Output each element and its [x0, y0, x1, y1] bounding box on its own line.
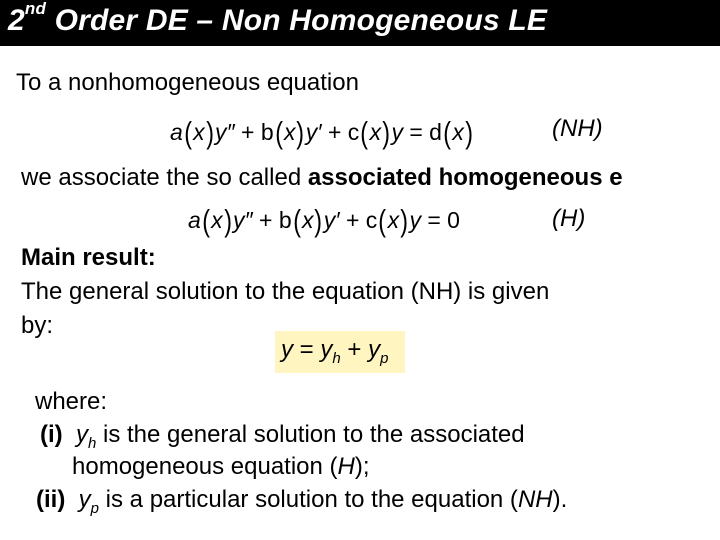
title-superscript: nd [24, 0, 47, 18]
general-solution-line2: by: [21, 312, 54, 339]
associated-text: we associate the so called associated homogeneous e [21, 164, 623, 191]
title-text: Order DE – Non Homogeneous LE [46, 4, 548, 37]
slide-title [8, 0, 548, 38]
where-label: where: [35, 388, 108, 415]
title-bar [0, 0, 720, 46]
item-i: (i) $y_h$ is the general solution to the associated [40, 421, 525, 452]
general-solution-line1: The general solution to the equation (NH) is given [21, 278, 550, 305]
title-prefix: 2 [8, 4, 25, 37]
general-solution-formula: $y = y_h + y_p$ [281, 336, 389, 367]
equation-nonhomogeneous: a(x)y″ + b(x)y′ + c(x)y = d(x) [170, 115, 473, 150]
equation-label-nh: (NH) [552, 115, 603, 142]
main-result-heading: Main result: [21, 244, 156, 271]
item-ii: (ii) $y_p$ is a particular solution to the equation (NH). [36, 486, 568, 517]
equation-homogeneous: a(x)y″ + b(x)y′ + c(x)y = 0 [188, 203, 460, 238]
equation-label-h: (H) [552, 205, 586, 232]
item-i-continued: homogeneous equation (H); [72, 453, 370, 480]
intro-text: To a nonhomogeneous equation [16, 69, 359, 96]
